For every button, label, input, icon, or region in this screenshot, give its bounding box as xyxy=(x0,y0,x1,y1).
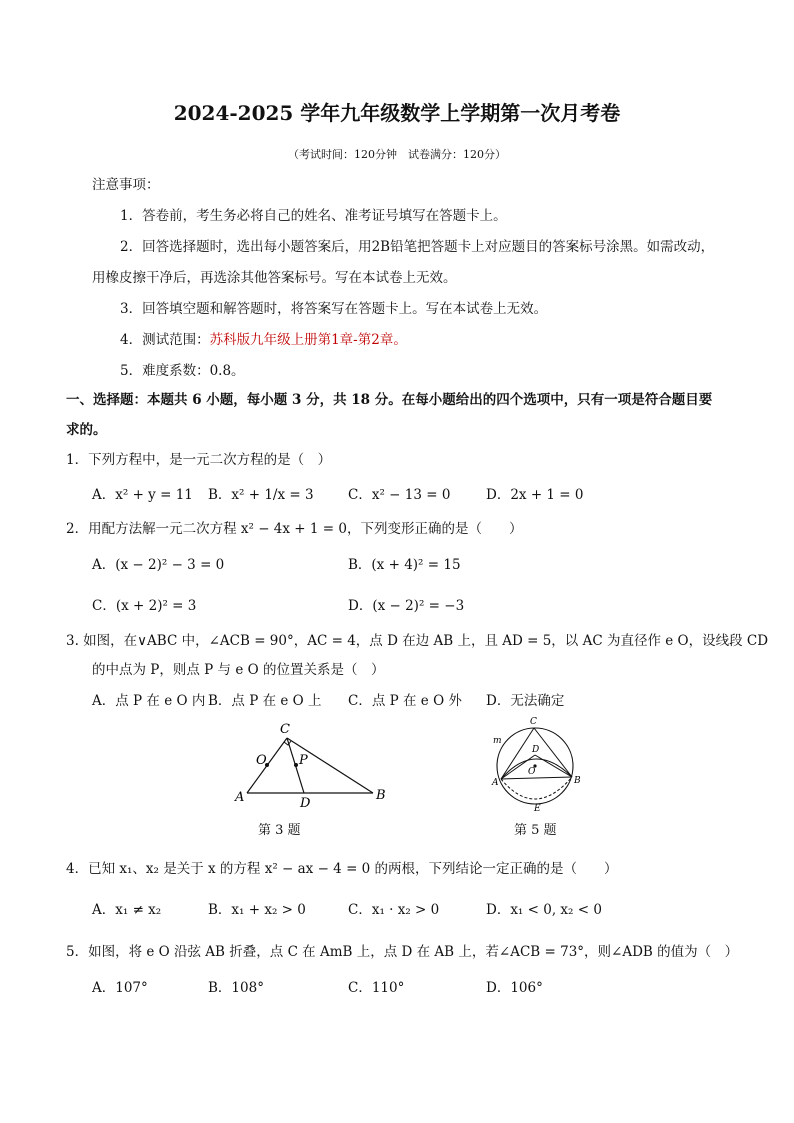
section-1-heading-cont: 求的。 xyxy=(66,422,107,438)
page-subtitle: （考试时间：120分钟 试卷满分：120分） xyxy=(288,148,506,161)
q4-option-a: A．x₁ ≠ x₂ xyxy=(92,902,162,918)
q5-option-c: C．110° xyxy=(348,980,405,996)
fig3-label-o: O xyxy=(256,753,267,768)
q2-stem: 2．用配方法解一元二次方程 x² − 4x + 1 = 0，下列变形正确的是（ ） xyxy=(66,521,523,537)
q2-option-b: B．(x + 4)² = 15 xyxy=(348,557,461,573)
q2-option-c: C．(x + 2)² = 3 xyxy=(92,598,197,614)
q1-option-a: A．x² + y = 11 xyxy=(92,487,193,503)
q4-option-b: B．x₁ + x₂ > 0 xyxy=(208,902,306,918)
notice-item-1: 1．答卷前，考生务必将自己的姓名、准考证号填写在答题卡上。 xyxy=(120,208,507,224)
q5-option-d: D．106° xyxy=(486,980,543,996)
q1-option-c: C．x² − 13 = 0 xyxy=(348,487,451,503)
fig5-label-c: C xyxy=(530,717,537,727)
q1-stem: 1．下列方程中，是一元二次方程的是（ ） xyxy=(66,452,332,468)
fig3-label-d: D xyxy=(300,796,311,811)
fig5-line-db xyxy=(535,755,572,777)
figure-q3 xyxy=(225,718,395,813)
page-title: 2024-2025 学年九年级数学上学期第一次月考卷 xyxy=(173,101,621,125)
notice-item-4-label: 4．测试范围： xyxy=(120,332,210,348)
notice-item-2: 2．回答选择题时，选出每小题答案后，用2B铅笔把答题卡上对应题目的答案标号涂黑。如需改动， xyxy=(120,239,715,255)
figure-q5 xyxy=(488,714,588,814)
fig3-point-p xyxy=(294,763,298,767)
q2-option-a: A．(x − 2)² − 3 = 0 xyxy=(92,557,225,573)
fig5-label-o: O xyxy=(528,767,536,777)
q3-option-a: A．点 P 在 e O 内 xyxy=(92,693,206,709)
fig5-label-d: D xyxy=(532,745,540,755)
q5-option-b: B．108° xyxy=(208,980,264,996)
notice-item-3: 3．回答填空题和解答题时，将答案写在答题卡上。写在本试卷上无效。 xyxy=(120,301,548,317)
q3-stem-line1: 3. 如图，在∨ABC 中，∠ACB = 90°，AC = 4，点 D 在边 AB 上，且 AD = 5，以 AC 为直径作 e O，设线段 CD xyxy=(66,633,769,649)
notice-heading: 注意事项： xyxy=(92,177,160,193)
q1-option-b: B．x² + 1/x = 3 xyxy=(208,487,314,503)
q5-stem: 5．如图，将 e O 沿弦 AB 折叠，点 C 在 AmB 上，点 D 在 AB 上，若∠ACB = 73°，则∠ADB 的值为（ ） xyxy=(66,944,739,960)
fig5-label-b: B xyxy=(574,776,581,786)
fig3-label-a: A xyxy=(235,790,245,805)
notice-item-5: 5．难度系数：0.8。 xyxy=(120,363,245,379)
q3-stem-line2: 的中点为 P，则点 P 与 e O 的位置关系是（ ） xyxy=(92,662,385,678)
fig3-label-p: P xyxy=(299,753,308,768)
fig3-label-c: C xyxy=(280,722,290,737)
q4-option-d: D．x₁ < 0, x₂ < 0 xyxy=(486,902,602,918)
fig5-label-m: m xyxy=(493,736,502,746)
q4-option-c: C．x₁ · x₂ > 0 xyxy=(348,902,440,918)
section-1-heading: 一、选择题：本题共 6 小题，每小题 3 分，共 18 分。在每小题给出的四个选项中，只有一项是符合题目要 xyxy=(66,392,713,408)
fig5-line-cb xyxy=(534,728,572,777)
q1-option-d: D．2x + 1 = 0 xyxy=(486,487,584,503)
notice-item-2-cont: 用橡皮擦干净后，再选涂其他答案标号。写在本试卷上无效。 xyxy=(92,270,457,286)
figure-q3-caption: 第 3 题 xyxy=(258,823,301,838)
q3-option-c: C．点 P 在 e O 外 xyxy=(348,693,462,709)
figure-q5-caption: 第 5 题 xyxy=(514,823,557,838)
q5-option-a: A．107° xyxy=(92,980,148,996)
q3-option-d: D．无法确定 xyxy=(486,693,565,709)
q2-option-d: D．(x − 2)² = −3 xyxy=(348,598,465,614)
fig5-label-a: A xyxy=(492,778,499,788)
notice-item-4 xyxy=(120,331,407,349)
notice-item-4-range: 苏科版九年级上册第1章-第2章。 xyxy=(209,332,407,348)
fig5-chord-ab xyxy=(501,777,572,779)
q3-option-b: B．点 P 在 e O 上 xyxy=(208,693,322,709)
fig5-label-e: E xyxy=(534,804,541,814)
fig3-label-b: B xyxy=(376,788,386,803)
q4-stem: 4．已知 x₁、x₂ 是关于 x 的方程 x² − ax − 4 = 0 的两根，下列结论一定正确的是（ ） xyxy=(66,861,618,877)
